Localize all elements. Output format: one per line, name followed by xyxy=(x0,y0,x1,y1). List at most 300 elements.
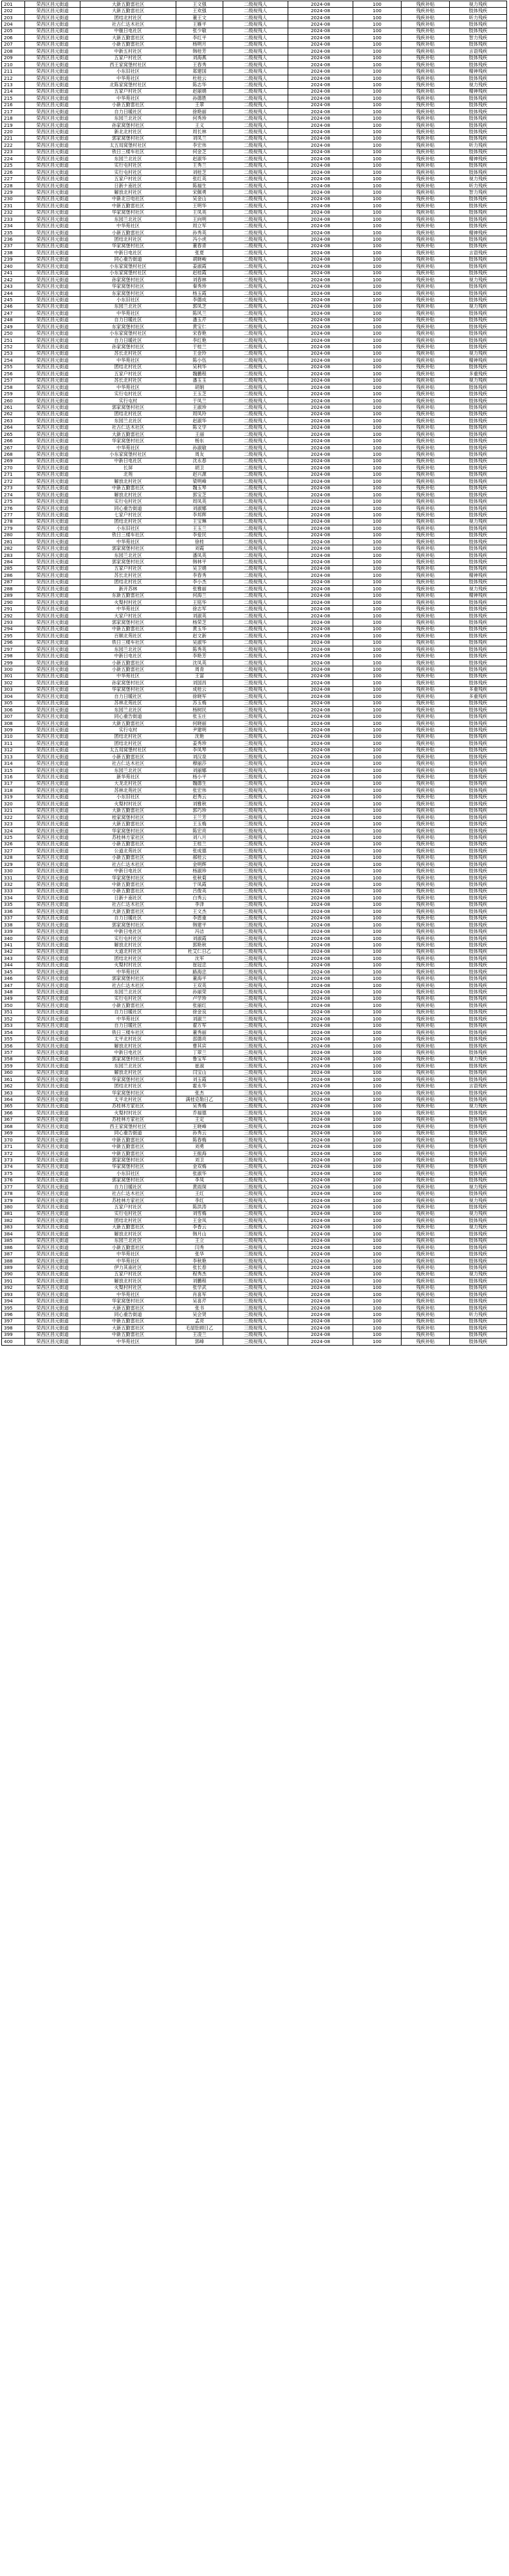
person-name-cell: 肖喜军 xyxy=(176,1292,223,1298)
row-number-cell: 222 xyxy=(2,142,25,149)
table-row xyxy=(2,1224,507,1230)
amount-cell: 100 xyxy=(353,559,402,565)
amount-cell: 100 xyxy=(353,162,402,169)
table-row xyxy=(2,303,507,310)
subsidy-type-cell: 残疾补贴 xyxy=(402,182,450,189)
amount-cell: 100 xyxy=(353,868,402,874)
subsidy-type-cell: 残疾补贴 xyxy=(402,881,450,888)
row-number-cell: 296 xyxy=(2,639,25,646)
disability-type-cell: 言语残疾 xyxy=(450,1083,507,1089)
period-cell: 2024-08 xyxy=(288,229,353,236)
category-cell: 二级视残人 xyxy=(223,88,288,95)
period-cell: 2024-08 xyxy=(288,948,353,955)
street-name-cell: 荣昌区昌元街道 xyxy=(25,1123,80,1130)
street-name-cell: 荣昌区昌元街道 xyxy=(25,290,80,296)
person-name-cell: 李爱民 xyxy=(176,532,223,538)
amount-cell: 100 xyxy=(353,599,402,605)
subsidy-type-cell: 残疾补贴 xyxy=(402,1022,450,1029)
category-cell: 二级视残人 xyxy=(223,28,288,34)
table-row xyxy=(2,189,507,196)
amount-cell: 100 xyxy=(353,505,402,511)
subsidy-type-cell: 残疾补贴 xyxy=(402,586,450,592)
disability-type-cell: 肢体残疾 xyxy=(450,1257,507,1264)
category-cell: 二级视残人 xyxy=(223,61,288,68)
street-name-cell: 荣昌区昌元街道 xyxy=(25,592,80,599)
period-cell: 2024-08 xyxy=(288,827,353,834)
period-cell: 2024-08 xyxy=(288,720,353,726)
community-name-cell: 西王家窝堡村社区 xyxy=(80,61,176,68)
table-row xyxy=(2,1325,507,1331)
disability-type-cell: 肢体残疾 xyxy=(450,28,507,34)
period-cell: 2024-08 xyxy=(288,451,353,458)
amount-cell: 100 xyxy=(353,1022,402,1029)
table-row xyxy=(2,176,507,182)
subsidy-type-cell: 残疾补贴 xyxy=(402,565,450,572)
person-name-cell: 杜艾仁日乙 xyxy=(176,948,223,955)
period-cell: 2024-08 xyxy=(288,747,353,753)
street-name-cell: 荣昌区昌元街道 xyxy=(25,666,80,673)
subsidy-type-cell: 残疾补贴 xyxy=(402,1197,450,1203)
person-name-cell: 杜桂云 xyxy=(176,75,223,81)
period-cell: 2024-08 xyxy=(288,61,353,68)
disability-type-cell: 肢体残疾 xyxy=(450,1339,507,1345)
person-name-cell: 刘海燕 xyxy=(176,55,223,61)
period-cell: 2024-08 xyxy=(288,1163,353,1170)
community-name-cell: 团结北村社区 xyxy=(80,364,176,370)
row-number-cell: 378 xyxy=(2,1190,25,1197)
street-name-cell: 荣昌区昌元街道 xyxy=(25,1197,80,1203)
subsidy-type-cell: 残疾补贴 xyxy=(402,1016,450,1022)
street-name-cell: 荣昌区昌元街道 xyxy=(25,1103,80,1109)
table-row xyxy=(2,411,507,417)
community-name-cell: 郭家窝堡村社区 xyxy=(80,1177,176,1183)
amount-cell: 100 xyxy=(353,1116,402,1123)
row-number-cell: 307 xyxy=(2,713,25,720)
category-cell: 三级视残人 xyxy=(223,901,288,908)
subsidy-type-cell: 残疾补贴 xyxy=(402,1089,450,1096)
community-name-cell: 新北北村社区 xyxy=(80,129,176,135)
street-name-cell: 荣昌区昌元街道 xyxy=(25,955,80,962)
row-number-cell: 219 xyxy=(2,122,25,128)
street-name-cell: 荣昌区昌元街道 xyxy=(25,700,80,706)
category-cell: 二级视残人 xyxy=(223,129,288,135)
person-name-cell: 李小杰 xyxy=(176,579,223,585)
community-name-cell: 中新五勤雷社区 xyxy=(80,485,176,491)
amount-cell: 100 xyxy=(353,928,402,935)
amount-cell: 100 xyxy=(353,518,402,525)
disability-type-cell: 肢体残疾 xyxy=(450,135,507,142)
amount-cell: 100 xyxy=(353,1231,402,1237)
period-cell: 2024-08 xyxy=(288,1318,353,1324)
subsidy-type-cell: 残疾补贴 xyxy=(402,686,450,693)
subsidy-type-cell: 残疾补贴 xyxy=(402,626,450,632)
row-number-cell: 224 xyxy=(2,156,25,162)
row-number-cell: 271 xyxy=(2,471,25,478)
period-cell: 2024-08 xyxy=(288,491,353,498)
street-name-cell: 荣昌区昌元街道 xyxy=(25,203,80,209)
street-name-cell: 荣昌区昌元街道 xyxy=(25,1150,80,1156)
table-row xyxy=(2,854,507,861)
person-name-cell: 郭峰 xyxy=(176,1339,223,1345)
person-name-cell: 周凤玲 xyxy=(176,411,223,417)
category-cell: 三级视残人 xyxy=(223,740,288,747)
subsidy-type-cell: 残疾补贴 xyxy=(402,935,450,941)
subsidy-type-cell: 残疾补贴 xyxy=(402,754,450,760)
row-number-cell: 384 xyxy=(2,1231,25,1237)
row-number-cell: 259 xyxy=(2,391,25,397)
disability-type-cell: 肢体残疾 xyxy=(450,149,507,155)
street-name-cell: 荣昌区昌元街道 xyxy=(25,572,80,579)
category-cell: 三级视残人 xyxy=(223,706,288,713)
disability-type-cell: 肢体残疾 xyxy=(450,700,507,706)
street-name-cell: 荣昌区昌元街道 xyxy=(25,250,80,256)
street-name-cell: 荣昌区昌元街道 xyxy=(25,1217,80,1224)
period-cell: 2024-08 xyxy=(288,1210,353,1217)
disability-type-cell: 肢体残疾 xyxy=(450,1318,507,1324)
row-number-cell: 349 xyxy=(2,995,25,1002)
community-name-cell: 郭家窝堡村社区 xyxy=(80,1157,176,1163)
street-name-cell: 荣昌区昌元街道 xyxy=(25,55,80,61)
row-number-cell: 299 xyxy=(2,659,25,666)
table-row xyxy=(2,512,507,518)
category-cell: 二级视残人 xyxy=(223,565,288,572)
row-number-cell: 318 xyxy=(2,787,25,794)
category-cell: 三级视残人 xyxy=(223,713,288,720)
period-cell: 2024-08 xyxy=(288,1069,353,1076)
subsidy-type-cell: 残疾补贴 xyxy=(402,162,450,169)
table-row xyxy=(2,391,507,397)
disability-type-cell: 肢体残疾 xyxy=(450,21,507,28)
category-cell: 三级视残人 xyxy=(223,1103,288,1109)
street-name-cell: 荣昌区昌元街道 xyxy=(25,908,80,915)
subsidy-type-cell: 残疾补贴 xyxy=(402,14,450,21)
community-name-cell: 小新五勤雷社区 xyxy=(80,229,176,236)
disability-type-cell: 视力残疾 xyxy=(450,1210,507,1217)
community-name-cell: 同心重告街道 xyxy=(80,1312,176,1318)
community-name-cell: 中新五勤雷社区 xyxy=(80,1150,176,1156)
period-cell: 2024-08 xyxy=(288,740,353,747)
person-name-cell: 潘玉芹 xyxy=(176,317,223,323)
disability-type-cell: 肢体残疾 xyxy=(450,391,507,397)
subsidy-type-cell: 残疾补贴 xyxy=(402,243,450,249)
person-name-cell: 陈洪涛 xyxy=(176,1204,223,1210)
street-name-cell: 荣昌区昌元街道 xyxy=(25,1002,80,1009)
amount-cell: 100 xyxy=(353,948,402,955)
category-cell: 三级视残人 xyxy=(223,962,288,968)
community-name-cell: 华家窝堡村社区 xyxy=(80,1076,176,1083)
category-cell: 二级视残人 xyxy=(223,599,288,605)
street-name-cell: 荣昌区昌元街道 xyxy=(25,518,80,525)
row-number-cell: 255 xyxy=(2,364,25,370)
disability-type-cell: 肢体残疾 xyxy=(450,1130,507,1136)
row-number-cell: 295 xyxy=(2,633,25,639)
disability-type-cell: 肢体残疾 xyxy=(450,908,507,915)
period-cell: 2024-08 xyxy=(288,1076,353,1083)
person-name-cell: 赵兴源 xyxy=(176,471,223,478)
period-cell: 2024-08 xyxy=(288,384,353,390)
subsidy-type-cell: 残疾补贴 xyxy=(402,848,450,854)
period-cell: 2024-08 xyxy=(288,209,353,216)
amount-cell: 100 xyxy=(353,109,402,115)
person-name-cell: 张少敏 xyxy=(176,28,223,34)
community-name-cell: 郭家窝堡村社区 xyxy=(80,1056,176,1062)
amount-cell: 100 xyxy=(353,1123,402,1130)
disability-type-cell: 视力残疾 xyxy=(450,1103,507,1109)
row-number-cell: 391 xyxy=(2,1278,25,1284)
period-cell: 2024-08 xyxy=(288,122,353,128)
row-number-cell: 235 xyxy=(2,229,25,236)
table-row xyxy=(2,1042,507,1049)
row-number-cell: 321 xyxy=(2,807,25,814)
disability-type-cell: 肢体残疾 xyxy=(450,1002,507,1009)
period-cell: 2024-08 xyxy=(288,324,353,330)
category-cell: 三级视残人 xyxy=(223,774,288,780)
subsidy-type-cell: 残疾补贴 xyxy=(402,411,450,417)
category-cell: 二级视残人 xyxy=(223,364,288,370)
community-name-cell: 长屏 xyxy=(80,465,176,471)
category-cell: 二级视残人 xyxy=(223,633,288,639)
category-cell: 二级视残人 xyxy=(223,330,288,337)
subsidy-type-cell: 残疾补贴 xyxy=(402,236,450,243)
period-cell: 2024-08 xyxy=(288,330,353,337)
table-row xyxy=(2,807,507,814)
subsidy-type-cell: 残疾补贴 xyxy=(402,203,450,209)
row-number-cell: 348 xyxy=(2,989,25,995)
street-name-cell: 荣昌区昌元街道 xyxy=(25,1331,80,1338)
table-row xyxy=(2,505,507,511)
row-number-cell: 225 xyxy=(2,162,25,169)
amount-cell: 100 xyxy=(353,1143,402,1150)
category-cell: 二级视残人 xyxy=(223,411,288,417)
category-cell: 三级视残人 xyxy=(223,888,288,894)
disability-type-cell: 肢体残疾 xyxy=(450,606,507,612)
category-cell: 三级视残人 xyxy=(223,1251,288,1257)
subsidy-type-cell: 残疾补贴 xyxy=(402,814,450,820)
amount-cell: 100 xyxy=(353,1042,402,1049)
disability-type-cell: 肢体残疾 xyxy=(450,579,507,585)
category-cell: 三级视残人 xyxy=(223,1304,288,1311)
amount-cell: 100 xyxy=(353,646,402,653)
disability-type-cell: 肢体残疾 xyxy=(450,209,507,216)
row-number-cell: 347 xyxy=(2,982,25,988)
row-number-cell: 265 xyxy=(2,431,25,438)
person-name-cell: 郭宝芝 xyxy=(176,491,223,498)
subsidy-type-cell: 残疾补贴 xyxy=(402,653,450,659)
community-name-cell: 日新ナ南社区 xyxy=(80,182,176,189)
table-row xyxy=(2,1312,507,1318)
community-name-cell: 东园兰北社区 xyxy=(80,216,176,223)
subsidy-type-cell: 残疾补贴 xyxy=(402,975,450,982)
community-name-cell: 小东旧社区 xyxy=(80,68,176,75)
disability-type-cell: 肢体残疾 xyxy=(450,969,507,975)
period-cell: 2024-08 xyxy=(288,760,353,767)
amount-cell: 100 xyxy=(353,532,402,538)
period-cell: 2024-08 xyxy=(288,942,353,948)
amount-cell: 100 xyxy=(353,1,402,8)
community-name-cell: 东家窝堡村社区 xyxy=(80,290,176,296)
row-number-cell: 283 xyxy=(2,552,25,558)
row-number-cell: 247 xyxy=(2,310,25,317)
subsidy-type-cell: 残疾补贴 xyxy=(402,1318,450,1324)
row-number-cell: 285 xyxy=(2,565,25,572)
table-row xyxy=(2,1056,507,1062)
amount-cell: 100 xyxy=(353,397,402,404)
row-number-cell: 388 xyxy=(2,1257,25,1264)
community-name-cell: 孙家窝堡村社区 xyxy=(80,276,176,283)
row-number-cell: 280 xyxy=(2,532,25,538)
disability-type-cell: 肢体残疾 xyxy=(450,559,507,565)
row-number-cell: 212 xyxy=(2,75,25,81)
person-name-cell: 王丽 xyxy=(176,431,223,438)
street-name-cell: 荣昌区昌元街道 xyxy=(25,827,80,834)
period-cell: 2024-08 xyxy=(288,465,353,471)
person-name-cell: 陈文学 xyxy=(176,424,223,431)
disability-type-cell: 肢体残疾 xyxy=(450,1049,507,1056)
person-name-cell: 黄玉华 xyxy=(176,626,223,632)
street-name-cell: 荣昌区昌元街道 xyxy=(25,921,80,928)
period-cell: 2024-08 xyxy=(288,14,353,21)
street-name-cell: 荣昌区昌元街道 xyxy=(25,1257,80,1264)
disability-type-cell: 肢体残疾 xyxy=(450,1292,507,1298)
period-cell: 2024-08 xyxy=(288,1298,353,1304)
person-name-cell: 张学武 xyxy=(176,1284,223,1291)
period-cell: 2024-08 xyxy=(288,834,353,841)
row-number-cell: 328 xyxy=(2,854,25,861)
community-name-cell: 东新五勤雷社区 xyxy=(80,592,176,599)
subsidy-type-cell: 残疾补贴 xyxy=(402,189,450,196)
row-number-cell: 281 xyxy=(2,539,25,545)
subsidy-type-cell: 残疾补贴 xyxy=(402,95,450,102)
period-cell: 2024-08 xyxy=(288,512,353,518)
subsidy-type-cell: 残疾补贴 xyxy=(402,1056,450,1062)
community-name-cell: 新开苏林 xyxy=(80,586,176,592)
period-cell: 2024-08 xyxy=(288,539,353,545)
amount-cell: 100 xyxy=(353,680,402,686)
period-cell: 2024-08 xyxy=(288,203,353,209)
table-row xyxy=(2,478,507,485)
subsidy-type-cell: 残疾补贴 xyxy=(402,995,450,1002)
row-number-cell: 297 xyxy=(2,646,25,653)
street-name-cell: 荣昌区昌元街道 xyxy=(25,834,80,841)
street-name-cell: 荣昌区昌元街道 xyxy=(25,1049,80,1056)
period-cell: 2024-08 xyxy=(288,68,353,75)
period-cell: 2024-08 xyxy=(288,901,353,908)
person-name-cell: 李德成 xyxy=(176,297,223,303)
street-name-cell: 荣昌区昌元街道 xyxy=(25,814,80,820)
table-row xyxy=(2,1103,507,1109)
person-name-cell: 赵文新 xyxy=(176,633,223,639)
subsidy-type-cell: 残疾补贴 xyxy=(402,471,450,478)
subsidy-type-cell: 残疾补贴 xyxy=(402,1136,450,1143)
community-name-cell: 北苑 xyxy=(80,471,176,478)
community-name-cell: 中华苑社区 xyxy=(80,1257,176,1264)
disability-type-cell: 肢体残疾 xyxy=(450,8,507,14)
person-name-cell: 尹建明 xyxy=(176,727,223,733)
period-cell: 2024-08 xyxy=(288,807,353,814)
period-cell: 2024-08 xyxy=(288,1271,353,1277)
amount-cell: 100 xyxy=(353,350,402,357)
community-name-cell: 东园兰北社区 xyxy=(80,1237,176,1244)
category-cell: 三级视残人 xyxy=(223,693,288,700)
disability-type-cell: 肢体残疾 xyxy=(450,794,507,800)
subsidy-type-cell: 残疾补贴 xyxy=(402,418,450,424)
subsidy-type-cell: 残疾补贴 xyxy=(402,1210,450,1217)
subsidy-type-cell: 残疾补贴 xyxy=(402,438,450,444)
category-cell: 三级视残人 xyxy=(223,989,288,995)
person-name-cell: 徐桂 xyxy=(176,539,223,545)
disability-type-cell: 肢体残疾 xyxy=(450,1029,507,1035)
table-row xyxy=(2,706,507,713)
disability-type-cell: 肢体残疾 xyxy=(450,283,507,290)
subsidy-type-cell: 残疾补贴 xyxy=(402,727,450,733)
amount-cell: 100 xyxy=(353,82,402,88)
community-name-cell: 五家户村社区 xyxy=(80,88,176,95)
community-name-cell: 自力日暖社区 xyxy=(80,1009,176,1015)
disability-type-cell: 肢体残疾 xyxy=(450,162,507,169)
subsidy-type-cell: 残疾补贴 xyxy=(402,639,450,646)
amount-cell: 100 xyxy=(353,915,402,921)
disability-type-cell: 肢体残疾 xyxy=(450,317,507,323)
period-cell: 2024-08 xyxy=(288,28,353,34)
category-cell: 三级视残人 xyxy=(223,1278,288,1284)
disability-type-cell: 智力残疾 xyxy=(450,35,507,41)
period-cell: 2024-08 xyxy=(288,1103,353,1109)
table-row xyxy=(2,310,507,317)
person-name-cell: 陈宏亮 xyxy=(176,827,223,834)
street-name-cell: 荣昌区昌元街道 xyxy=(25,61,80,68)
disability-type-cell: 视力残疾 xyxy=(450,1197,507,1203)
row-number-cell: 244 xyxy=(2,290,25,296)
street-name-cell: 荣昌区昌元街道 xyxy=(25,324,80,330)
person-name-cell: 王向明 xyxy=(176,216,223,223)
street-name-cell: 荣昌区昌元街道 xyxy=(25,1184,80,1190)
category-cell: 三级视残人 xyxy=(223,854,288,861)
subsidy-type-cell: 残疾补贴 xyxy=(402,371,450,377)
disability-type-cell: 肢体残疾 xyxy=(450,680,507,686)
row-number-cell: 236 xyxy=(2,236,25,243)
street-name-cell: 荣昌区昌元街道 xyxy=(25,8,80,14)
person-name-cell: 姜秀珍 xyxy=(176,740,223,747)
row-number-cell: 332 xyxy=(2,881,25,888)
disability-type-cell: 肢体残疾 xyxy=(450,122,507,128)
street-name-cell: 荣昌区昌元街道 xyxy=(25,1130,80,1136)
subsidy-type-cell: 残疾补贴 xyxy=(402,135,450,142)
person-name-cell: 王文强 xyxy=(176,1,223,8)
period-cell: 2024-08 xyxy=(288,693,353,700)
table-row xyxy=(2,1217,507,1224)
table-row xyxy=(2,525,507,532)
community-name-cell: 社古仁达木社区 xyxy=(80,1190,176,1197)
table-row xyxy=(2,216,507,223)
category-cell: 三级视残人 xyxy=(223,767,288,773)
category-cell: 三级视残人 xyxy=(223,814,288,820)
row-number-cell: 323 xyxy=(2,821,25,827)
row-number-cell: 311 xyxy=(2,740,25,747)
row-number-cell: 386 xyxy=(2,1244,25,1250)
disability-type-cell: 精神残疾 xyxy=(450,357,507,364)
street-name-cell: 荣昌区昌元街道 xyxy=(25,465,80,471)
person-name-cell: 王金凤 xyxy=(176,1217,223,1224)
table-row xyxy=(2,780,507,787)
row-number-cell: 256 xyxy=(2,371,25,377)
street-name-cell: 荣昌区昌元街道 xyxy=(25,176,80,182)
street-name-cell: 荣昌区昌元街道 xyxy=(25,727,80,733)
person-name-cell: 陈福生 xyxy=(176,182,223,189)
table-row xyxy=(2,733,507,740)
disability-type-cell: 肢体残疾 xyxy=(450,55,507,61)
subsidy-type-cell: 残疾补贴 xyxy=(402,384,450,390)
person-name-cell: 杨小平 xyxy=(176,774,223,780)
